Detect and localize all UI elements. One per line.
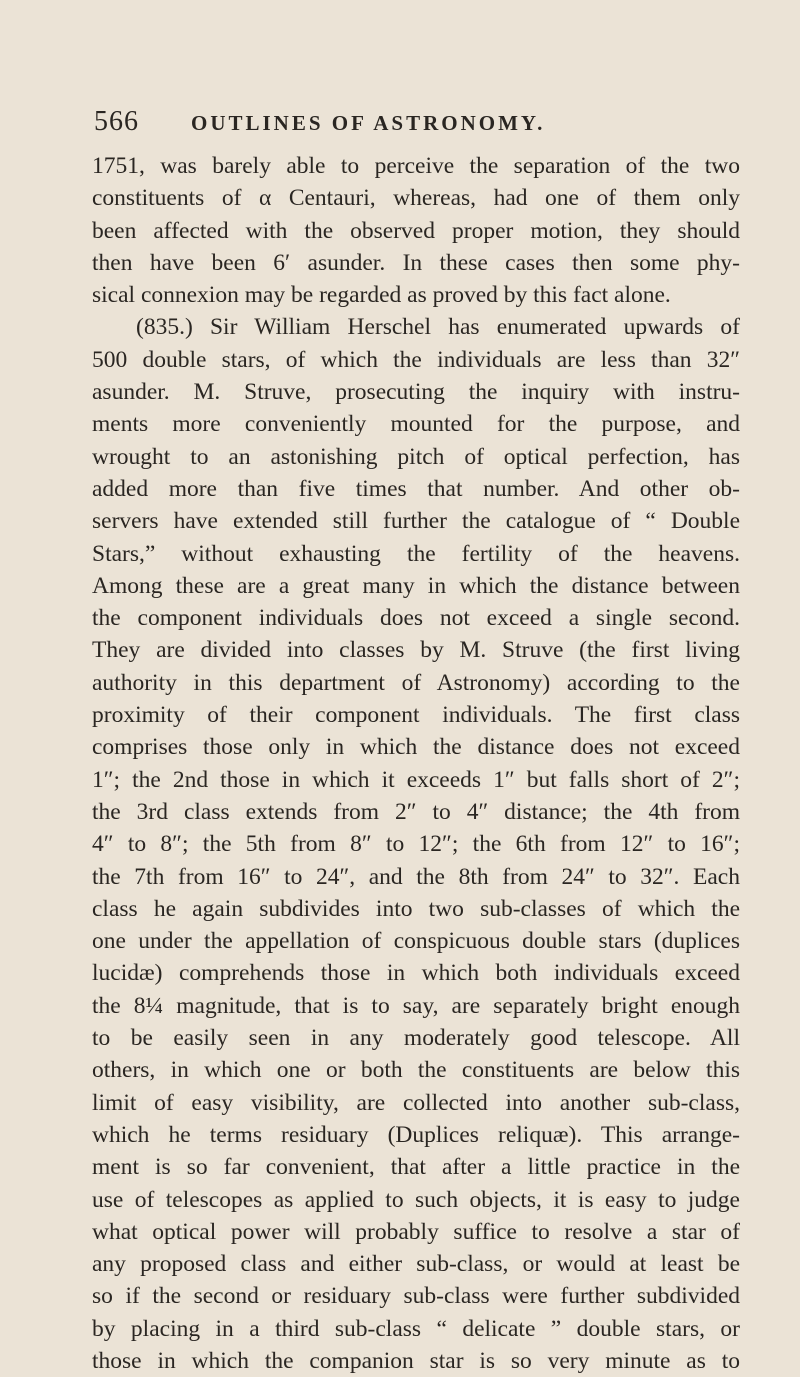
text-line: any proposed class and either sub-class, or would at least be [92,1251,740,1278]
text-line: others, in which one or both the constituents are below this [92,1057,740,1084]
text-line: 500 double stars, of which the individuals are less than 32″ [92,346,740,373]
body-text [92,150,740,1377]
text-line: asunder. M. Struve, prosecuting the inquiry with instru- [92,379,740,406]
text-line: the 7th from 16″ to 24″, and the 8th from 24″ to 32″. Each [92,863,740,890]
text-line: comprises those only in which the distance does not exceed [92,734,740,761]
text-line: authority in this department of Astronomy) according to the [92,669,740,696]
text-line: so if the second or residuary sub-class were further subdivided [92,1283,740,1310]
text-line: one under the appellation of conspicuous double stars (duplices [92,928,740,955]
text-line: proximity of their component individuals. The first class [92,702,740,729]
paragraph-start-line: (835.) Sir William Herschel has enumerated upwards of [136,314,740,341]
text-line: by placing in a third sub-class “ delicate ” double stars, or [92,1315,740,1342]
text-line: servers have extended still further the catalogue of “ Double [92,508,740,535]
text-line: the 8¼ magnitude, that is to say, are separately bright enough [92,992,740,1019]
text-line: 4″ to 8″; the 5th from 8″ to 12″; the 6th from 12″ to 16″; [92,831,740,858]
running-title: OUTLINES OF ASTRONOMY. [191,111,546,135]
page-number: 566 [94,106,139,137]
text-line: lucidæ) comprehends those in which both individuals exceed [92,960,740,987]
text-line: limit of easy visibility, are collected into another sub-class, [92,1089,740,1116]
text-line: ment is so far convenient, that after a little practice in the [92,1154,740,1181]
text-line: wrought to an astonishing pitch of optical perfection, has [92,443,740,470]
text-line: sical connexion may be regarded as proved by this fact alone. [92,282,671,309]
text-line: use of telescopes as applied to such objects, it is easy to judge [92,1186,740,1213]
text-line: 1751, was barely able to perceive the separation of the two [92,153,740,179]
text-line: Among these are a great many in which the distance between [92,572,740,599]
text-line: They are divided into classes by M. Struve (the first living [92,637,740,664]
text-line: which he terms residuary (Duplices reliquæ). This arrange- [92,1121,740,1148]
text-line: the component individuals does not exceed a single second. [92,605,740,632]
text-line: class he again subdivides into two sub-classes of which the [92,895,740,922]
page-header [94,106,714,138]
text-line: been affected with the observed proper motion, they should [92,217,740,244]
text-line: the 3rd class extends from 2″ to 4″ distance; the 4th from [92,798,740,825]
text-line: to be easily seen in any moderately good telescope. All [92,1025,740,1052]
text-line: Stars,” without exhausting the fertility of the heavens. [92,540,740,567]
text-line: added more than five times that number. And other ob- [92,475,740,502]
text-line: ments more conveniently mounted for the purpose, and [92,411,740,438]
text-line: those in which the companion star is so very minute as to [92,1347,740,1374]
text-line: what optical power will probably suffice to resolve a star of [92,1218,740,1245]
text-line: constituents of α Centauri, whereas, had one of them only [92,185,740,212]
text-line: 1″; the 2nd those in which it exceeds 1″ but falls short of 2″; [92,766,740,793]
text-line: then have been 6′ asunder. In these cases then some phy- [92,249,740,276]
